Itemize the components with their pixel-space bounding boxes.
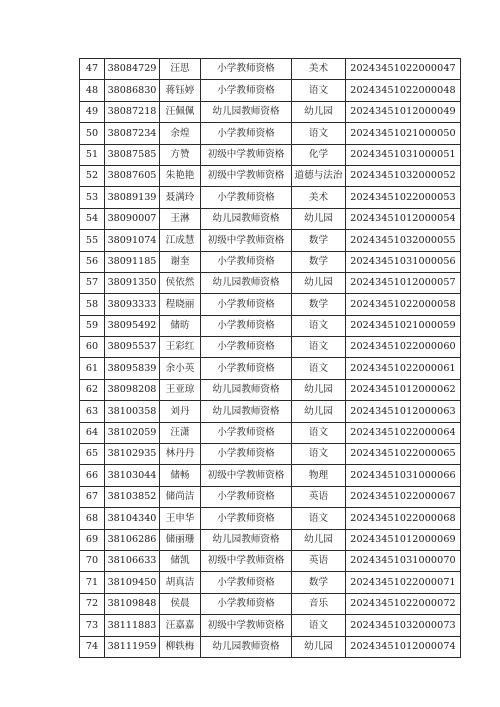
name-cell: 刘丹 [160,401,201,422]
name-cell: 谢奎 [160,251,201,272]
qualification-cell: 小学教师资格 [201,80,292,101]
qualification-cell: 小学教师资格 [201,593,292,614]
subject-cell: 音乐 [292,593,346,614]
subject-cell: 语文 [292,337,346,358]
row-number-cell: 70 [80,550,105,571]
exam-id-cell: 38103852 [105,486,160,507]
qualification-cell: 初级中学教师资格 [201,550,292,571]
name-cell: 程晓丽 [160,294,201,315]
table-row [80,422,461,443]
name-cell: 朱艳艳 [160,165,201,186]
exam-id-cell: 38093333 [105,294,160,315]
qualification-cell: 小学教师资格 [201,508,292,529]
qualification-cell: 幼儿园教师资格 [201,379,292,400]
exam-id-cell: 38087234 [105,123,160,144]
certificate-number-cell: 20243451012000049 [346,101,461,122]
row-number-cell: 55 [80,230,105,251]
qualification-cell: 小学教师资格 [201,572,292,593]
row-number-cell: 63 [80,401,105,422]
name-cell: 侯晨 [160,593,201,614]
row-number-cell: 66 [80,465,105,486]
name-cell: 储尚洁 [160,486,201,507]
name-cell: 储丽珊 [160,529,201,550]
table-row [80,165,461,186]
certificate-number-cell: 20243451022000048 [346,80,461,101]
name-cell: 汪思 [160,59,201,80]
name-cell: 方赞 [160,144,201,165]
certificate-number-cell: 20243451032000073 [346,615,461,636]
table-row [80,529,461,550]
certificate-number-cell: 20243451031000056 [346,251,461,272]
row-number-cell: 51 [80,144,105,165]
table-row [80,144,461,165]
exam-id-cell: 38091350 [105,272,160,293]
subject-cell: 数学 [292,230,346,251]
table-row [80,486,461,507]
table-row [80,315,461,336]
subject-cell: 幼儿园 [292,379,346,400]
certificate-number-cell: 20243451022000058 [346,294,461,315]
qualification-cell: 小学教师资格 [201,358,292,379]
exam-id-cell: 38106286 [105,529,160,550]
qualification-cell: 初级中学教师资格 [201,144,292,165]
certificate-number-cell: 20243451031000070 [346,550,461,571]
qualification-cell: 幼儿园教师资格 [201,401,292,422]
certificate-number-cell: 20243451022000068 [346,508,461,529]
subject-cell: 数学 [292,251,346,272]
qualification-cell: 小学教师资格 [201,315,292,336]
exam-id-cell: 38087605 [105,165,160,186]
certificate-number-cell: 20243451012000074 [346,636,461,657]
name-cell: 储昉 [160,315,201,336]
qualification-cell: 初级中学教师资格 [201,615,292,636]
row-number-cell: 62 [80,379,105,400]
row-number-cell: 74 [80,636,105,657]
table-row [80,101,461,122]
name-cell: 王亚琼 [160,379,201,400]
row-number-cell: 73 [80,615,105,636]
exam-id-cell: 38102059 [105,422,160,443]
table-row [80,187,461,208]
certificate-number-cell: 20243451021000050 [346,123,461,144]
subject-cell: 幼儿园 [292,529,346,550]
name-cell: 汪潇 [160,422,201,443]
row-number-cell: 61 [80,358,105,379]
table-row [80,401,461,422]
qualification-cell: 幼儿园教师资格 [201,529,292,550]
table-row [80,272,461,293]
subject-cell: 幼儿园 [292,401,346,422]
exam-id-cell: 38091185 [105,251,160,272]
certificate-number-cell: 20243451022000064 [346,422,461,443]
table-row [80,358,461,379]
name-cell: 胡真洁 [160,572,201,593]
name-cell: 余小英 [160,358,201,379]
subject-cell: 语文 [292,80,346,101]
exam-id-cell: 38103044 [105,465,160,486]
certificate-number-cell: 20243451022000071 [346,572,461,593]
subject-cell: 语文 [292,444,346,465]
table-row [80,208,461,229]
certificate-number-cell: 20243451012000063 [346,401,461,422]
subject-cell: 语文 [292,358,346,379]
row-number-cell: 64 [80,422,105,443]
certificate-number-cell: 20243451022000072 [346,593,461,614]
qualification-cell: 小学教师资格 [201,123,292,144]
exam-id-cell: 38090007 [105,208,160,229]
qualification-cell: 小学教师资格 [201,187,292,208]
row-number-cell: 48 [80,80,105,101]
exam-id-cell: 38109848 [105,593,160,614]
row-number-cell: 56 [80,251,105,272]
name-cell: 王申华 [160,508,201,529]
row-number-cell: 57 [80,272,105,293]
row-number-cell: 50 [80,123,105,144]
table-row [80,636,461,657]
exam-id-cell: 38100358 [105,401,160,422]
certificate-number-cell: 20243451032000052 [346,165,461,186]
exam-id-cell: 38102935 [105,444,160,465]
certificate-number-cell: 20243451012000057 [346,272,461,293]
qualification-cell: 幼儿园教师资格 [201,208,292,229]
qualification-cell: 幼儿园教师资格 [201,636,292,657]
row-number-cell: 54 [80,208,105,229]
certificate-number-cell: 20243451022000053 [346,187,461,208]
name-cell: 聂满玲 [160,187,201,208]
qualification-cell: 小学教师资格 [201,422,292,443]
name-cell: 王淋 [160,208,201,229]
name-cell: 柳轶梅 [160,636,201,657]
exam-id-cell: 38109450 [105,572,160,593]
table-row [80,123,461,144]
subject-cell: 美术 [292,187,346,208]
qualification-cell: 小学教师资格 [201,486,292,507]
row-number-cell: 72 [80,593,105,614]
certificate-number-cell: 20243451022000047 [346,59,461,80]
qualification-cell: 初级中学教师资格 [201,230,292,251]
roster-table-body [80,59,461,658]
table-row [80,230,461,251]
name-cell: 王彩红 [160,337,201,358]
qualification-cell: 初级中学教师资格 [201,165,292,186]
exam-id-cell: 38087218 [105,101,160,122]
exam-id-cell: 38095492 [105,315,160,336]
subject-cell: 英语 [292,486,346,507]
qualification-cell: 小学教师资格 [201,444,292,465]
table-row [80,508,461,529]
row-number-cell: 53 [80,187,105,208]
exam-id-cell: 38111883 [105,615,160,636]
qualification-cell: 幼儿园教师资格 [201,272,292,293]
row-number-cell: 65 [80,444,105,465]
table-row [80,444,461,465]
exam-id-cell: 38086830 [105,80,160,101]
table-row [80,379,461,400]
table-row [80,337,461,358]
subject-cell: 语文 [292,615,346,636]
exam-id-cell: 38104340 [105,508,160,529]
row-number-cell: 58 [80,294,105,315]
certificate-number-cell: 20243451031000066 [346,465,461,486]
certificate-number-cell: 20243451031000051 [346,144,461,165]
exam-id-cell: 38111959 [105,636,160,657]
row-number-cell: 47 [80,59,105,80]
name-cell: 储畅 [160,465,201,486]
subject-cell: 语文 [292,422,346,443]
table-row [80,251,461,272]
subject-cell: 语文 [292,315,346,336]
qualification-cell: 初级中学教师资格 [201,465,292,486]
row-number-cell: 67 [80,486,105,507]
certificate-number-cell: 20243451022000060 [346,337,461,358]
table-row [80,80,461,101]
certificate-number-cell: 20243451012000069 [346,529,461,550]
subject-cell: 物理 [292,465,346,486]
subject-cell: 语文 [292,508,346,529]
qualification-cell: 幼儿园教师资格 [201,101,292,122]
row-number-cell: 69 [80,529,105,550]
table-row [80,59,461,80]
certificate-number-cell: 20243451012000062 [346,379,461,400]
qualification-cell: 小学教师资格 [201,251,292,272]
exam-id-cell: 38087585 [105,144,160,165]
subject-cell: 数学 [292,572,346,593]
certificate-roster-table [79,58,461,658]
qualification-cell: 小学教师资格 [201,59,292,80]
name-cell: 林丹丹 [160,444,201,465]
qualification-cell: 小学教师资格 [201,294,292,315]
table-row [80,465,461,486]
exam-id-cell: 38095839 [105,358,160,379]
row-number-cell: 60 [80,337,105,358]
certificate-number-cell: 20243451022000067 [346,486,461,507]
certificate-number-cell: 20243451022000065 [346,444,461,465]
subject-cell: 化学 [292,144,346,165]
subject-cell: 语文 [292,123,346,144]
name-cell: 江成慧 [160,230,201,251]
exam-id-cell: 38089139 [105,187,160,208]
row-number-cell: 49 [80,101,105,122]
exam-id-cell: 38091074 [105,230,160,251]
row-number-cell: 52 [80,165,105,186]
name-cell: 汪佩佩 [160,101,201,122]
certificate-number-cell: 20243451032000055 [346,230,461,251]
name-cell: 余煌 [160,123,201,144]
name-cell: 蒋钰婷 [160,80,201,101]
qualification-cell: 小学教师资格 [201,337,292,358]
subject-cell: 美术 [292,59,346,80]
certificate-number-cell: 20243451012000054 [346,208,461,229]
exam-id-cell: 38098208 [105,379,160,400]
exam-id-cell: 38095537 [105,337,160,358]
table-row [80,615,461,636]
certificate-number-cell: 20243451022000061 [346,358,461,379]
subject-cell: 幼儿园 [292,636,346,657]
subject-cell: 幼儿园 [292,101,346,122]
subject-cell: 英语 [292,550,346,571]
row-number-cell: 59 [80,315,105,336]
table-row [80,593,461,614]
subject-cell: 道德与法治 [292,165,346,186]
exam-id-cell: 38106633 [105,550,160,571]
name-cell: 储凯 [160,550,201,571]
certificate-number-cell: 20243451021000059 [346,315,461,336]
row-number-cell: 71 [80,572,105,593]
name-cell: 侯依然 [160,272,201,293]
name-cell: 汪嘉嘉 [160,615,201,636]
table-row [80,572,461,593]
exam-id-cell: 38084729 [105,59,160,80]
subject-cell: 幼儿园 [292,208,346,229]
subject-cell: 数学 [292,294,346,315]
table-row [80,294,461,315]
row-number-cell: 68 [80,508,105,529]
table-row [80,550,461,571]
subject-cell: 幼儿园 [292,272,346,293]
